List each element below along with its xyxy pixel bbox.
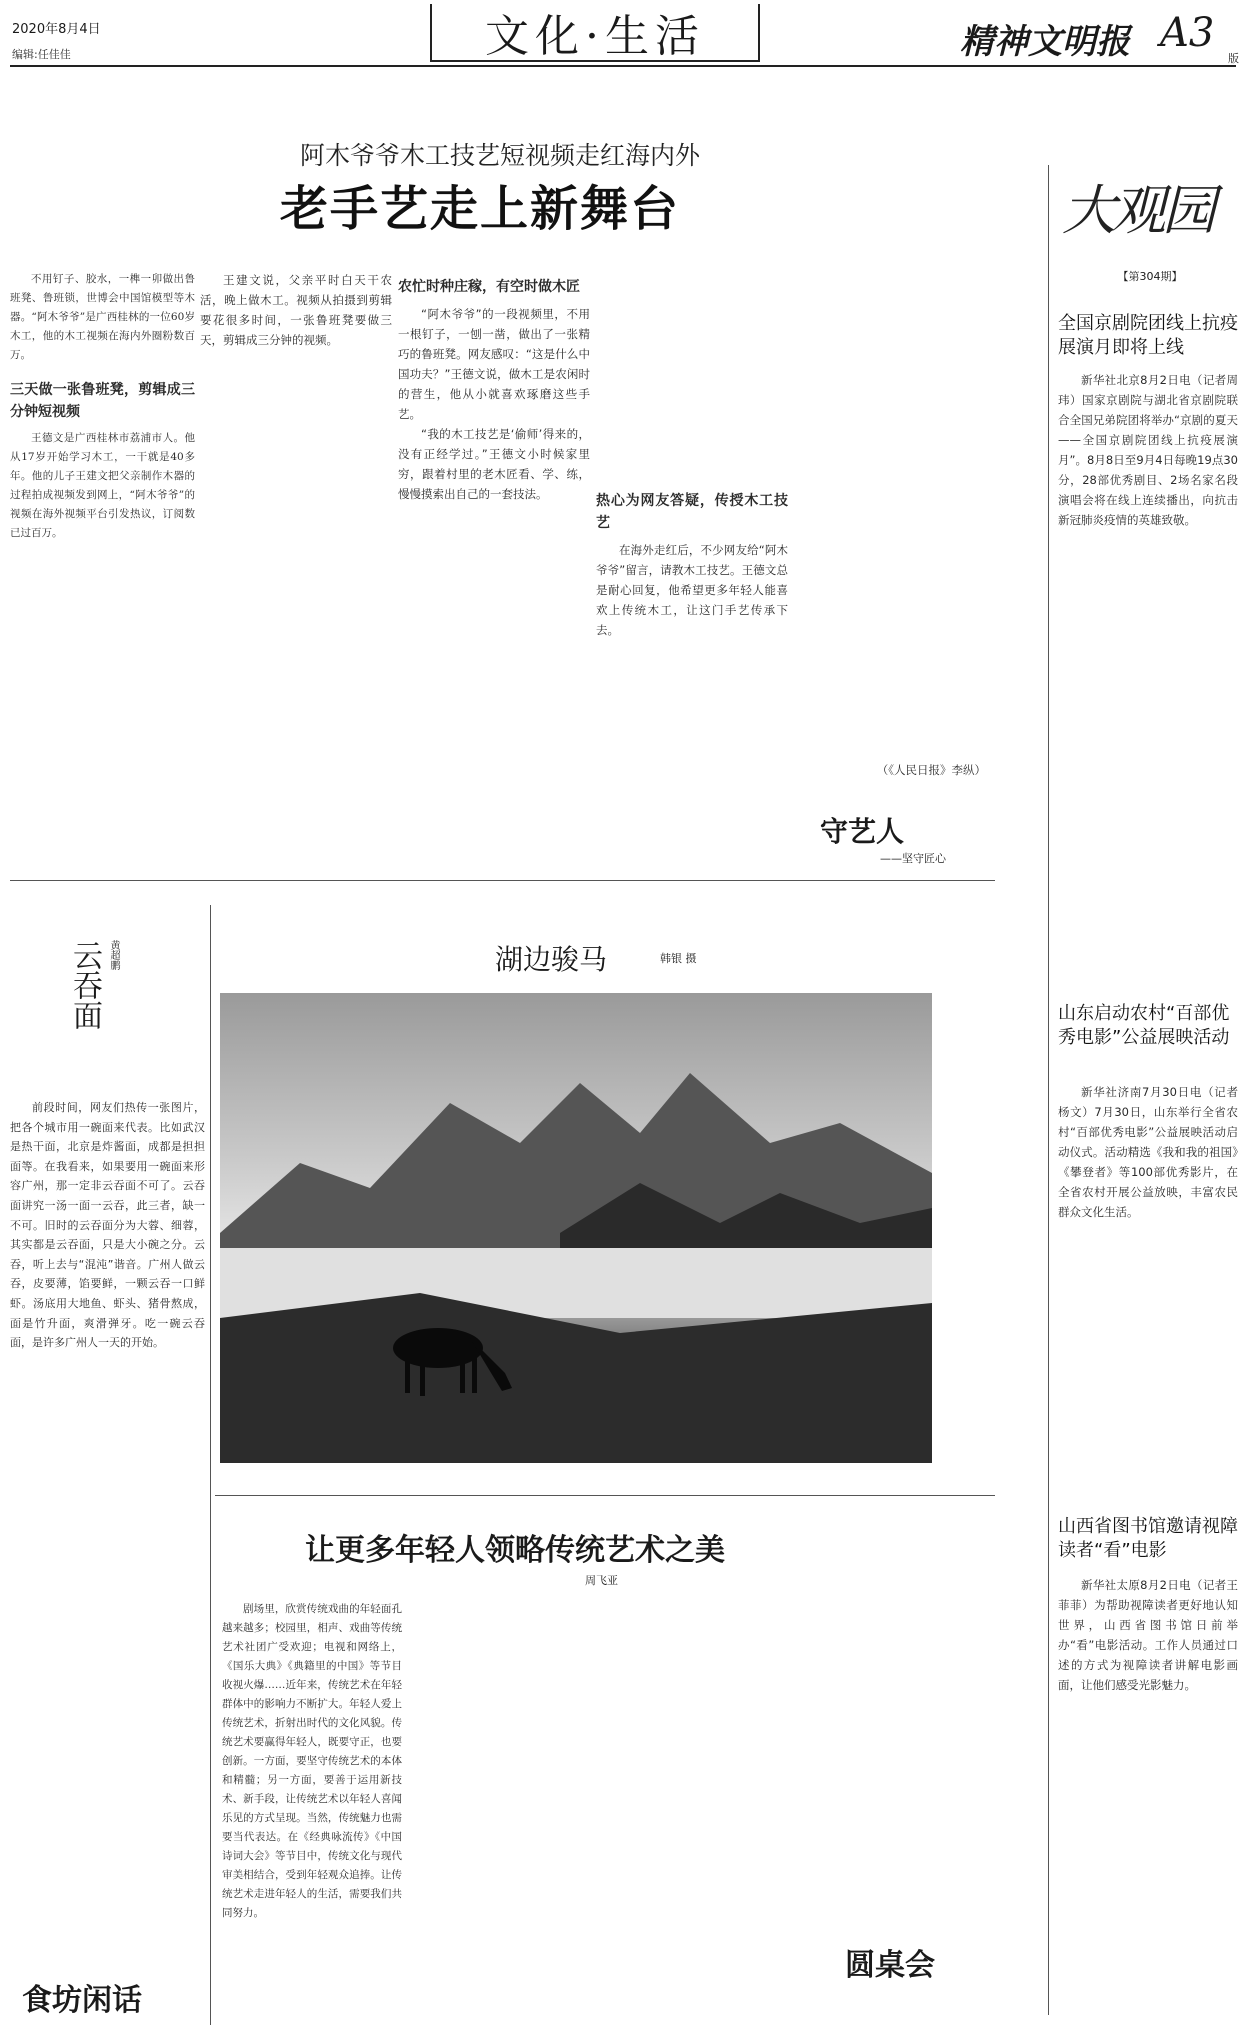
feature-top-rule bbox=[215, 1495, 995, 1496]
news-2-body bbox=[1058, 1082, 1238, 1492]
photo-lake-horse bbox=[220, 993, 932, 1463]
shouyi-logo bbox=[820, 810, 990, 865]
lead-para-4: 王建文说，父亲平时白天干农活，晚上做木工。视频从拍摄到剪辑要花很多时间，一张鲁班凳要做三天，剪辑成三分钟的视频。 bbox=[200, 273, 392, 347]
lead-para-2: “阿木爷爷”的一段视频里，不用一根钉子，一刨一凿，做出了一张精巧的鲁班凳。网友感叹：“这是什么中国功夫？”王德文说，做木工是农闲时的营生，他从小就喜欢琢磨这些手艺。 bbox=[398, 307, 590, 421]
header-rule bbox=[10, 65, 1236, 67]
news-2-title: 山东启动农村“百部优秀电影”公益展映活动 bbox=[1058, 1003, 1230, 1048]
editor-credit: 编辑:任佳佳 bbox=[12, 48, 71, 61]
shifang-logo: 食坊闲话 bbox=[22, 1983, 142, 2018]
news-3-body bbox=[1058, 1575, 1238, 2015]
lead-source: （《人民日报》李纵） bbox=[876, 763, 986, 777]
ruyun-text: 前段时间，网友们热传一张图片，把各个城市用一碗面来代表。比如武汉是热干面，北京是炸酱面，成都是担担面等。在我看来，如果要用一碗面来形容广州，那一定非云吞面不可了。云吞面讲究一汤一面一云吞，此三者，缺一不可。旧时的云吞面分为大蓉、细蓉，其实都是云吞面，只是大小碗之分。云吞，听上去与“混沌”谐音。广州人做云吞，皮要薄，馅要鲜，一颗云吞一口鲜虾。汤底用大地鱼、虾头、猪骨熬成，面是竹升面，爽滑弹牙。吃一碗云吞面，是许多广州人一天的开始。 bbox=[10, 1101, 205, 1350]
lead-subhead-3: 热心为网友答疑，传授木工技艺 bbox=[596, 493, 788, 531]
lead-subhead-1: 三天做一张鲁班凳，剪辑成三分钟短视频 bbox=[10, 382, 195, 420]
feature-author: 周飞亚 bbox=[585, 1574, 618, 1587]
ruyun-author: 黄超鹏 bbox=[108, 940, 119, 970]
lead-col-2 bbox=[200, 270, 392, 850]
news-1-title: 全国京剧院团线上抗疫展演月即将上线 bbox=[1058, 313, 1238, 358]
lead-subhead-2: 农忙时种庄稼，有空时做木匠 bbox=[398, 279, 580, 295]
ruyun-body bbox=[10, 1098, 205, 1958]
news-1-text: 新华社北京8月2日电（记者周玮）国家京剧院与湖北省京剧院联合全国兄弟院团将举办“京剧的夏天——全国京剧院团线上抗疫展演月”。8月8日至9月4日每晚19点30分，28部优秀剧目、2场名家名段演唱会将在线上连续播出，向抗击新冠肺炎疫情的英雄致敬。 bbox=[1058, 373, 1238, 527]
ruyun-title-block bbox=[62, 940, 132, 1070]
lead-col-3 bbox=[398, 270, 590, 850]
right-column-divider bbox=[1048, 165, 1049, 2015]
shouyi-sub: ——坚守匠心 bbox=[880, 852, 946, 865]
lead-kicker: 阿木爷爷木工技艺短视频走红海内外 bbox=[299, 141, 700, 170]
feature-col-1 bbox=[222, 1600, 402, 2020]
news-1-body bbox=[1058, 370, 1238, 930]
lead-col-1 bbox=[10, 270, 195, 850]
photo-title: 湖边骏马 bbox=[495, 943, 608, 976]
page-suffix: 版 bbox=[1228, 52, 1239, 65]
lead-bottom-rule bbox=[10, 880, 995, 881]
lead-intro: 不用钉子、胶水，一榫一卯做出鲁班凳、鲁班锁，世博会中国馆模型等木器。“阿木爷爷”是广西桂林的一位60岁木工，他的木工视频在海内外圈粉数百万。 bbox=[10, 273, 195, 361]
ruyun-divider bbox=[210, 905, 211, 2025]
dayuan-logo: 大观园 bbox=[1062, 179, 1212, 242]
news-3-text: 新华社太原8月2日电（记者王菲菲）为帮助视障读者更好地认知世界，山西省图书馆日前举办“看”电影活动。工作人员通过口述的方式为视障读者讲解电影画面，让他们感受光影魅力。 bbox=[1058, 1578, 1238, 1692]
page-number: A3 bbox=[1160, 10, 1215, 56]
masthead: 精神文明报 bbox=[960, 22, 1130, 62]
shouyi-title: 守艺人 bbox=[820, 815, 905, 848]
news-2-text: 新华社济南7月30日电（记者杨文）7月30日，山东举行全省农村“百部优秀电影”公益展映活动启动仪式。活动精选《我和我的祖国》《攀登者》等100部优秀影片，在全省农村开展公益放映，丰富农民群众文化生活。 bbox=[1058, 1085, 1238, 1219]
lead-col-4 bbox=[596, 270, 788, 850]
dayuan-issue: 【第304期】 bbox=[1117, 270, 1183, 283]
feature-title: 让更多年轻人领略传统艺术之美 bbox=[305, 1533, 725, 1568]
lead-col-5 bbox=[794, 270, 986, 810]
landscape-svg bbox=[220, 993, 932, 1463]
feature-text: 剧场里，欣赏传统戏曲的年轻面孔越来越多；校园里，相声、戏曲等传统艺术社团广受欢迎；电视和网络上，《国乐大典》《典籍里的中国》等节目收视火爆……近年来，传统艺术在年轻群体中的影响力不断扩大。年轻人爱上传统艺术，折射出时代的文化风貌。传统艺术要赢得年轻人，既要守正，也要创新。一方面，要坚守传统艺术的本体和精髓；另一方面，要善于运用新技术、新手段，让传统艺术以年轻人喜闻乐见的方式呈现。当然，传统魅力也需要当代表达。在《经典咏流传》《中国诗词大会》等节目中，传统文化与现代审美相结合，受到年轻观众追捧。让传统艺术走进年轻人的生活，需要我们共同努力。 bbox=[222, 1603, 402, 1919]
news-3-title: 山西省图书馆邀请视障读者“看”电影 bbox=[1058, 1516, 1238, 1561]
lead-headline: 老手艺走上新舞台 bbox=[279, 181, 680, 237]
section-title: 文化·生活 bbox=[430, 4, 760, 62]
lead-para-5: 在海外走红后，不少网友给“阿木爷爷”留言，请教木工技艺。王德文总是耐心回复，他希望更多年轻人能喜欢上传统木工，让这门手艺传承下去。 bbox=[596, 543, 788, 637]
lead-para-1: 王德文是广西桂林市荔浦市人。他从17岁开始学习木工，一干就是40多年。他的儿子王建文把父亲制作木器的过程拍成视频发到网上，“阿木爷爷”的视频在海外视频平台引发热议，订阅数已过百万。 bbox=[10, 432, 195, 539]
lead-para-3: “我的木工技艺是‘偷师’得来的，没有正经学过。”王德文小时候家里穷，跟着村里的老木匠看、学、练，慢慢摸索出自己的一套技法。 bbox=[398, 427, 590, 501]
issue-date: 2020年8月4日 bbox=[12, 22, 101, 37]
photo-credit: 韩银 摄 bbox=[660, 952, 697, 965]
ruyun-title: 云吞面 bbox=[67, 940, 102, 1030]
yuanzhuo-logo: 圆桌会 bbox=[845, 1948, 935, 1983]
